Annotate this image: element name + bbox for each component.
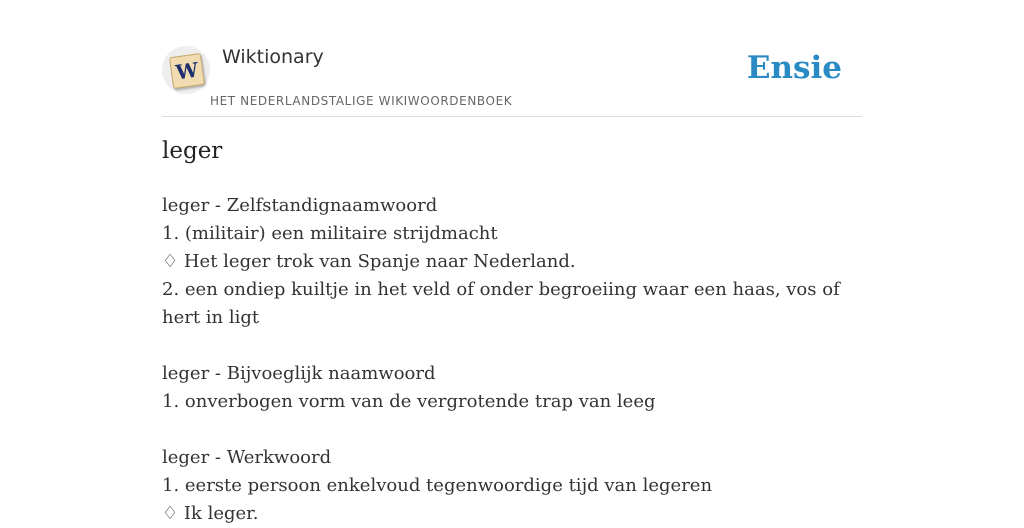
- site-header: [162, 0, 862, 117]
- definition-line: 1. eerste persoon enkelvoud tegenwoordige tijd van legeren: [162, 475, 713, 496]
- logo-tile: [169, 53, 205, 89]
- definition-line: 2. een ondiep kuiltje in het veld of onder begroeiing waar een haas, vos of hert in ligt: [162, 279, 840, 328]
- logo-letter: W: [174, 57, 200, 85]
- wiktionary-logo-icon[interactable]: [162, 46, 210, 94]
- definition-line: 1. onverbogen vorm van de vergrotende trap van leeg: [162, 391, 656, 412]
- entry-spacer: [162, 332, 862, 360]
- entry-noun: [162, 192, 862, 332]
- entry-heading: leger - Bijvoeglijk naamwoord: [162, 363, 436, 384]
- entry-verb: [162, 444, 862, 528]
- site-name[interactable]: Wiktionary: [222, 46, 324, 68]
- entry-heading: leger - Zelfstandignaamwoord: [162, 195, 438, 216]
- entry-spacer: [162, 416, 862, 444]
- ensie-brand-link[interactable]: Ensie: [746, 50, 842, 86]
- example-line: ♢ Het leger trok van Spanje naar Nederland.: [162, 251, 576, 272]
- page: [162, 0, 862, 524]
- definition-entries: [162, 192, 862, 528]
- page-title: leger: [162, 138, 223, 164]
- entry-heading: leger - Werkwoord: [162, 447, 332, 468]
- definition-line: 1. (militair) een militaire strijdmacht: [162, 223, 498, 244]
- example-line: ♢ Ik leger.: [162, 503, 259, 524]
- site-tagline: HET NEDERLANDSTALIGE WIKIWOORDENBOEK: [210, 94, 513, 108]
- entry-adjective: [162, 360, 862, 416]
